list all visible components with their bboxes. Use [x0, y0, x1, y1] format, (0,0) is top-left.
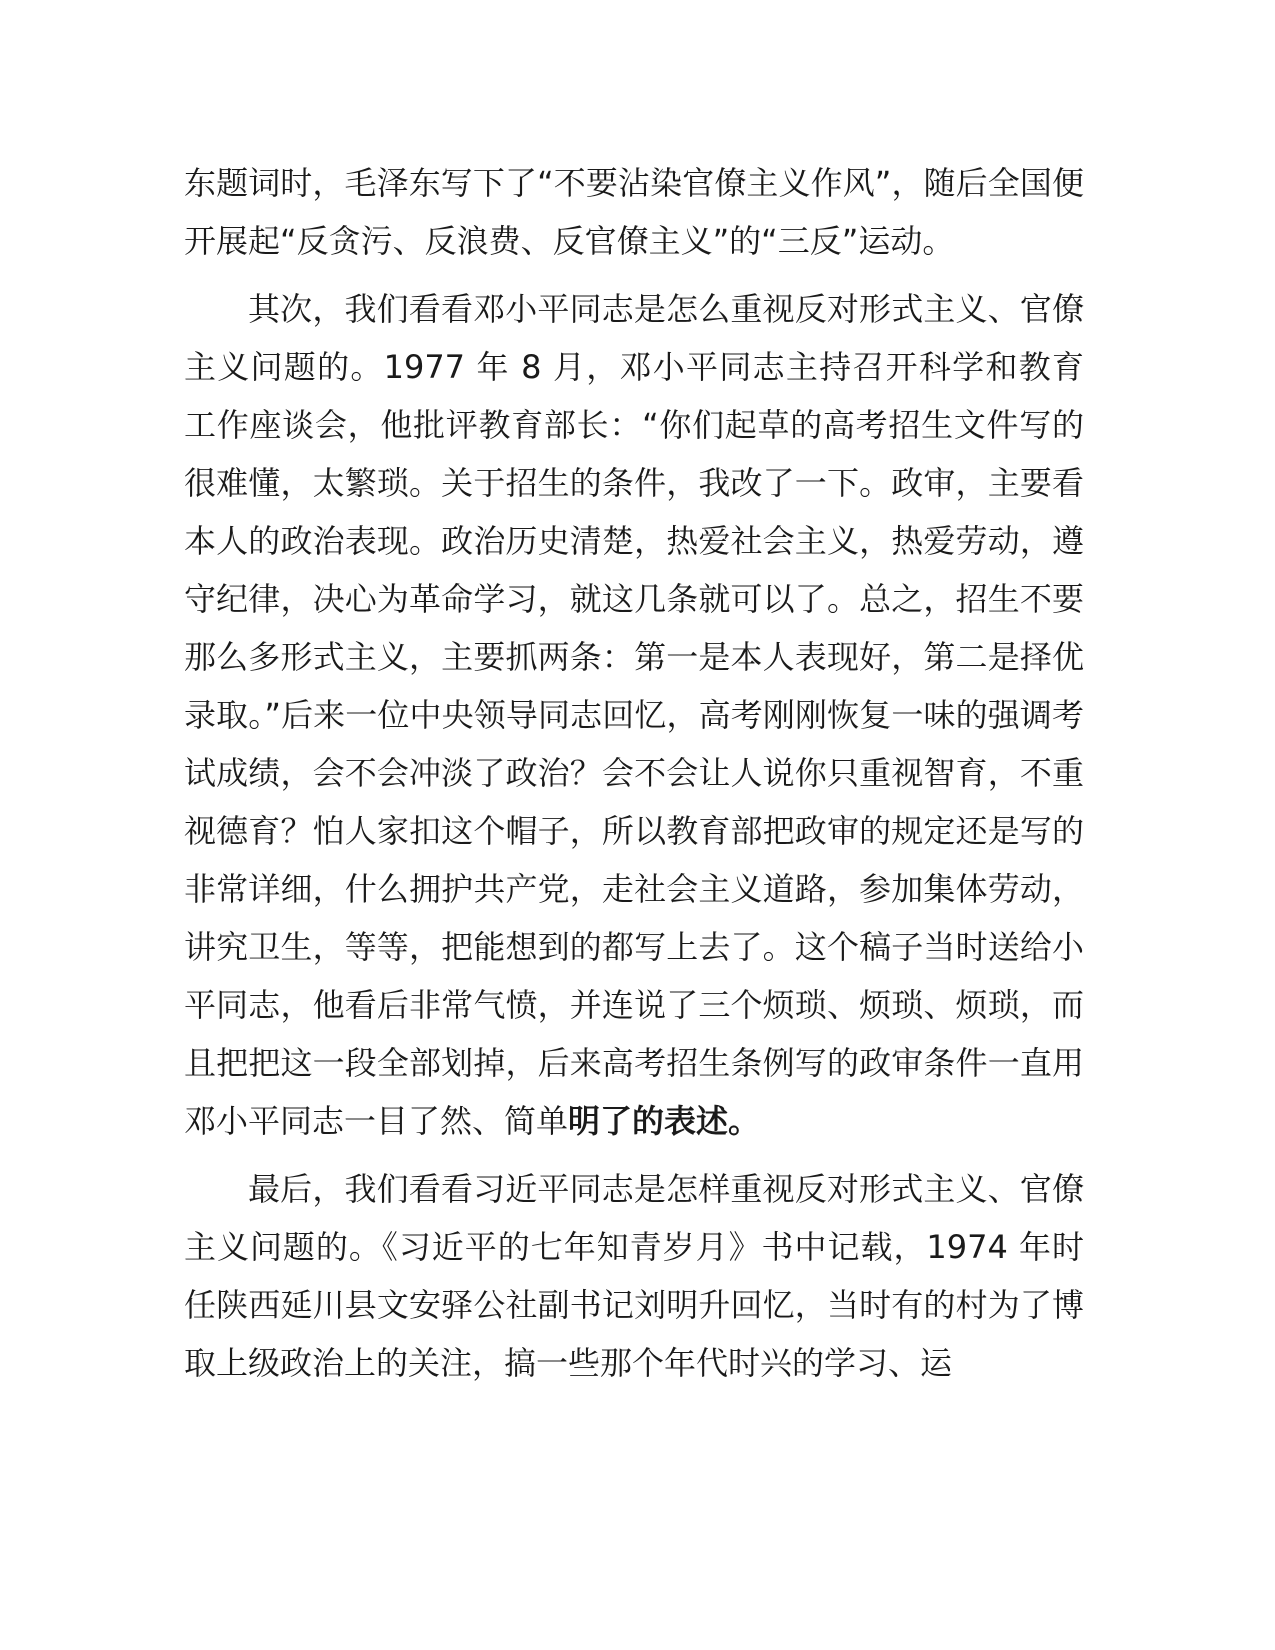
- body-text: [184, 154, 1084, 1392]
- paragraph-2-text: 其次，我们看看邓小平同志是怎么重视反对形式主义、官僚主义问题的。1977 年 8 月，邓小平同志主持召开科学和教育工作座谈会，他批评教育部长：“你们起草的高考招生文件写的很难懂，太繁琐。关于招生的条件，我改了一下。政审，主要看本人的政治表现。政治历史清楚，热爱社会主义，热爱劳动，遵守纪律，决心为革命学习，就这几条就可以了。总之，招生不要那么多形式主义，主要抓两条：第一是本人表现好，第二是择优录取。”后来一位中央领导同志回忆，高考刚刚恢复一味的强调考试成绩，会不会冲淡了政治？会不会让人说你只重视智育，不重视德育？怕人家扣这个帽子，所以教育部把政审的规定还是写的非常详细，什么拥护共产党，走社会主义道路，参加集体劳动，讲究卫生，等等，把能想到的都写上去了。这个稿子当时送给小平同志，他看后非常气愤，并连说了三个烦琐、烦琐、烦琐，而且把把这一段全部划掉，后来高考招生条例写的政审条件一直用邓小平同志一目了然、简单: [184, 290, 1084, 1140]
- paragraph-2-tail: 明了的表述。: [568, 1102, 761, 1140]
- paragraph-3-text: 最后，我们看看习近平同志是怎样重视反对形式主义、官僚主义问题的。《习近平的七年知青岁月》书中记载，1974 年时任陕西延川县文安驿公社副书记刘明升回忆，当时有的村为了博取上级政治上的关注，搞一些那个年代时兴的学习、运: [184, 1170, 1084, 1382]
- paragraph-1-text: 东题词时，毛泽东写下了“不要沾染官僚主义作风”，随后全国便开展起“反贪污、反浪费、反官僚主义”的“三反”运动。: [184, 164, 1084, 260]
- paragraph-2: [184, 280, 1084, 1150]
- paragraph-1: [184, 154, 1084, 270]
- paragraph-3: [184, 1160, 1084, 1392]
